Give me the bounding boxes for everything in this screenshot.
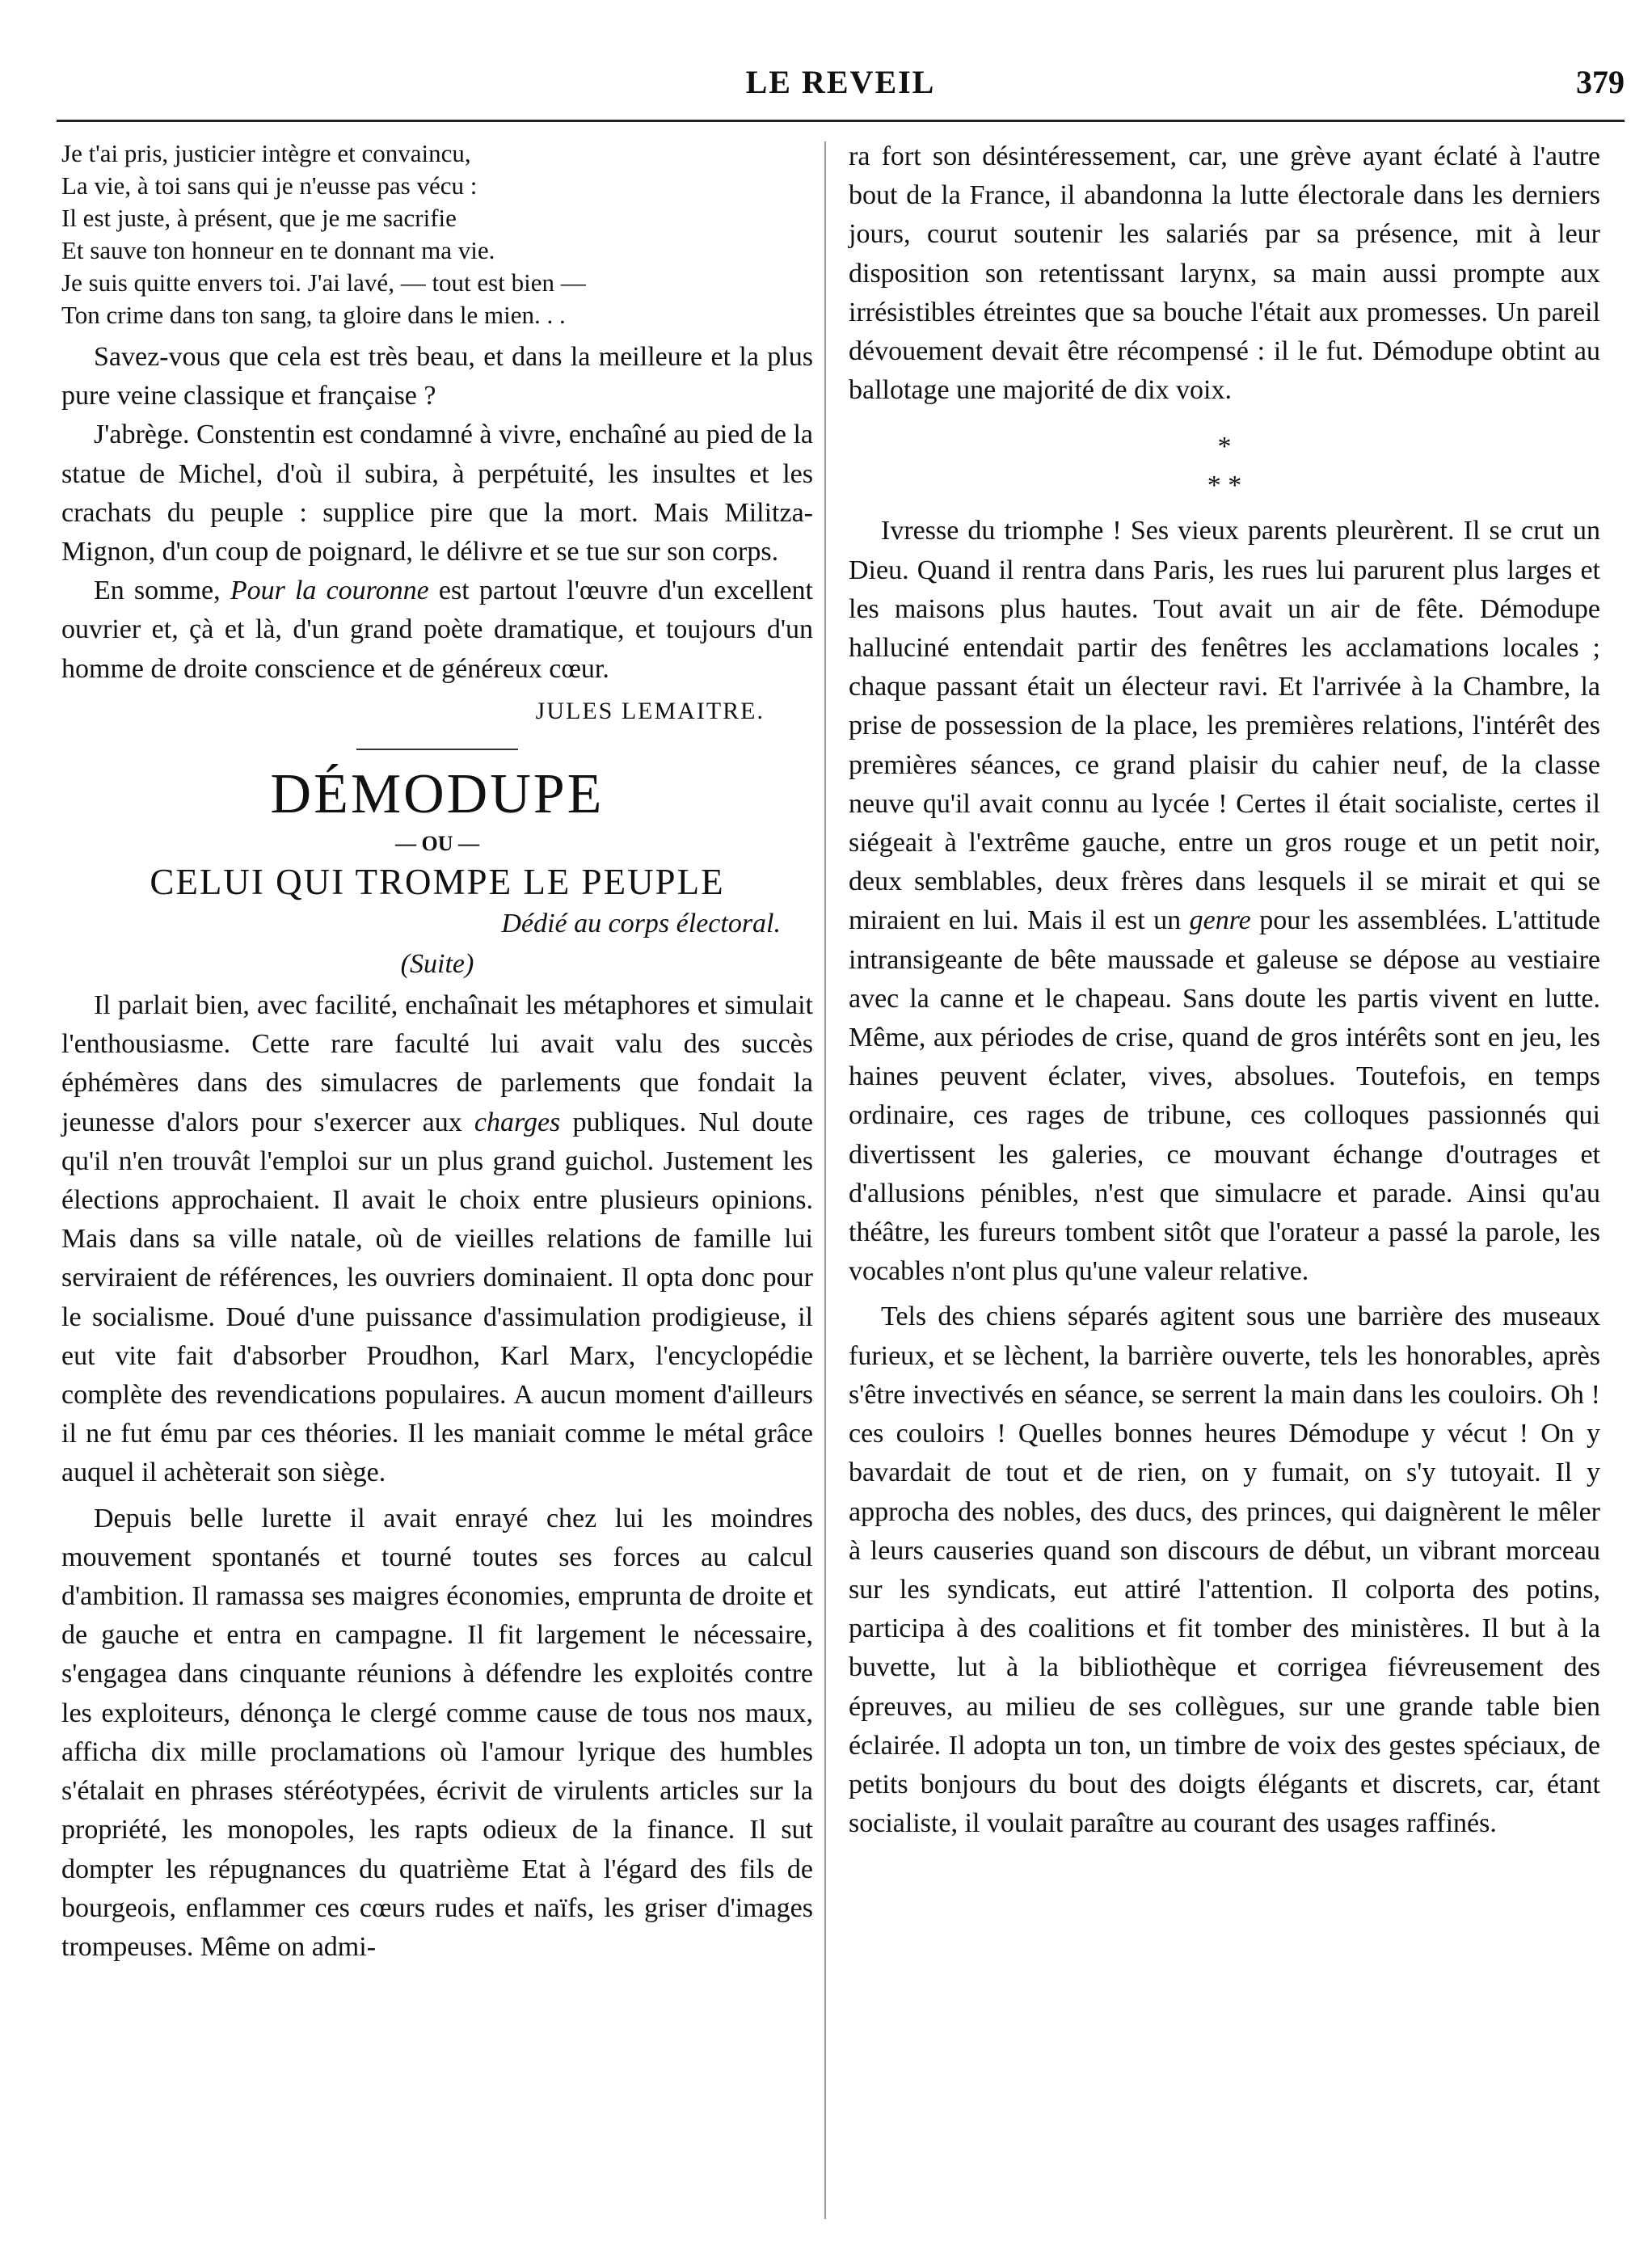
review-paragraph: J'abrège. Constentin est condamné à vivre, enchaîné au pied de la statue de Michel, d'où il subira, à perpétuité, les insultes et les crachats du peuple : supplice pire que la mort. Mais Militza-Mignon, d'un coup de poignard, le délivre et se tue sur son corps.	[61, 420, 813, 567]
story-paragraph: Tels des chiens séparés agitent sous une barrière des museaux furieux, et se lèchent, la barrière ouverte, tels les honorables, après s'être invectivés en séance, se serrent la main dans les couloirs. Oh ! ces couloirs ! Quelles bonnes heures Démodupe y vécut ! On y bavardait de tout et de rien, on y fumait, on s'y tutoyait. Il y approcha des nobles, des ducs, des princes, qui daignèrent le mêler à leurs causeries quand son discours de début, un vibrant morceau sur les syndicats, eut attiré l'attention. Il colporta des potins, participa à des coalitions et fit tomber des ministères. Il but à la buvette, lut à la bibliothèque et corrigea fiévreusement des épreuves, au milieu de ses collègues, sur une grande table bien éclairée. Il adopta un ton, un timbre de voix des gestes spéciaux, de petits bonjours du bout des doigts élégants et discrets, car, étant socialiste, il voulait paraître au courant des usages raffinés.	[849, 1301, 1600, 1839]
verse-quotation	[61, 137, 813, 331]
story-paragraph: ra fort son désintéressement, car, une grève ayant éclaté à l'autre bout de la France, il abandonna la lutte électorale dans les derniers jours, courut soutenir les salariés par sa présence, mit à leur disposition son retentissant larynx, sa main aussi prompte aux irrésistibles étreintes que sa bouche l'était aux promesses. Un pareil dévouement devait être récompensé : il le fut. Démodupe obtint au ballotage une majorité de dix voix.	[849, 141, 1600, 406]
verse-line: La vie, à toi sans qui je n'eusse pas vécu :	[61, 171, 478, 200]
story-paragraph: Il parlait bien, avec facilité, enchaînait les métaphores et simulait l'enthousiasme. Cette rare faculté lui avait valu des succès éphémères dans des simulacres de parlements que fondait la jeunesse d'alors pour s'exercer aux charges publiques. Nul doute qu'il n'en trouvât l'emploi sur un plus grand guichol. Justement les élections approchaient. Il avait le choix entre plusieurs opinions. Mais dans sa ville natale, où de vieilles relations de famille lui serviraient de références, les ouvriers dominaient. Il opta donc pour le socialisme. Doué d'une puissance d'assimulation prodigieuse, il eut vite fait d'absorber Proudhon, Karl Marx, l'encyclopédie complète des revendications populaires. A aucun moment d'ailleurs il ne fut ému par ces théories. Il les maniait comme le métal grâce auquel il achèterait son siège.	[61, 990, 813, 1488]
left-column	[61, 137, 813, 1967]
story-title: DÉMODUPE	[270, 763, 605, 826]
story-paragraph: Depuis belle lurette il avait enrayé chez lui les moindres mouvement spontanés et tourné toutes ses forces au calcul d'ambition. Il ramassa ses maigres économies, emprunta de droite et de gauche et entra en campagne. Il fit largement le nécessaire, s'engagea dans cinquante réunions à défendre les exploités contre les exploiteurs, dénonça le clergé comme cause de tous nos maux, afficha dix mille proclamations où l'amour lyrique des humbles s'étalait en phrases stéréotypées, écrivit de virulents articles sur la propriété, les monopoles, les rapts odieux de la finance. Il sut dompter les répugnances du quatrième Etat à l'égard des fils de bourgeois, enflammer ces cœurs rudes et naïfs, les griser d'images trompeuses. Même on admi-	[61, 1503, 813, 1962]
running-header	[57, 63, 1625, 112]
verse-line: Il est juste, à présent, que je me sacrifie	[61, 204, 457, 232]
story-dedication: Dédié au corps électoral.	[501, 909, 781, 939]
italic-word: genre	[1189, 905, 1251, 936]
asterism-separator: * * *	[1207, 432, 1242, 501]
review-paragraph: Savez-vous que cela est très beau, et dans la meilleure et la plus pure veine classique et française ?	[61, 342, 813, 411]
header-rule	[57, 120, 1625, 122]
verse-line: Je suis quitte envers toi. J'ai lavé, — tout est bien —	[61, 268, 586, 297]
verse-line: Je t'ai pris, justicier intègre et convaincu,	[61, 139, 471, 167]
verse-line: Ton crime dans ton sang, ta gloire dans le mien. . .	[61, 301, 566, 329]
story-paragraph: Ivresse du triomphe ! Ses vieux parents pleurèrent. Il se crut un Dieu. Quand il rentra dans Paris, les rues lui parurent plus larges et les maisons plus hautes. Tout avait un air de fête. Démodupe halluciné entendait partir des fenêtres les acclamations locales ; chaque passant était un électeur ravi. Et l'arrivée à la Chambre, la prise de possession de la place, les premières relations, l'intérêt des premières séances, ce grand plaisir du cahier neuf, de la classe neuve qu'il avait connu au lycée ! Certes il était socialiste, certes il siégeait à l'extrême gauche, entre un gros rouge et un petit noir, deux semblables, deux frères dans lesquels il se mirait et qui se miraient en lui. Mais il est un genre pour les assemblées. L'attitude intransigeante de bête maussade et galeuse se dépose au vestiaire avec la canne et le chapeau. Sans doute les partis vivent en lutte. Même, aux périodes de crise, quand de gros intérêts sont en jeu, les haines peuvent éclater, vives, absolues. Toutefois, en temps ordinaire, ces rages de tribune, ces colloques passionnés qui divertissent les galeries, ce mouvant échange d'outrages et d'allusions pénibles, n'est que simulacre et parade. Ainsi qu'au théâtre, les fureurs tombent sitôt que l'orateur a passé la parole, les vocables n'ont plus qu'une valeur relative.	[849, 516, 1601, 1287]
journal-title: LE REVEIL	[745, 64, 936, 100]
italic-word: charges	[474, 1107, 561, 1137]
column-divider	[824, 141, 826, 2219]
review-paragraph: En somme, Pour la couronne est partout l'œuvre d'un excellent ouvrier et, çà et là, d'un grand poète dramatique, et toujours d'un homme de droite conscience et de généreux cœur.	[61, 576, 813, 684]
right-column	[849, 137, 1600, 1843]
section-rule	[356, 749, 518, 750]
story-continuation: (Suite)	[400, 949, 474, 980]
story-connector: — OU —	[395, 832, 479, 856]
story-subtitle: CELUI QUI TROMPE LE PEUPLE	[150, 862, 725, 903]
verse-line: Et sauve ton honneur en te donnant ma vie.	[61, 236, 495, 264]
play-title: Pour la couronne	[230, 576, 429, 606]
author-signature: JULES LEMAITRE.	[535, 697, 765, 724]
page-number: 379	[1576, 64, 1625, 100]
